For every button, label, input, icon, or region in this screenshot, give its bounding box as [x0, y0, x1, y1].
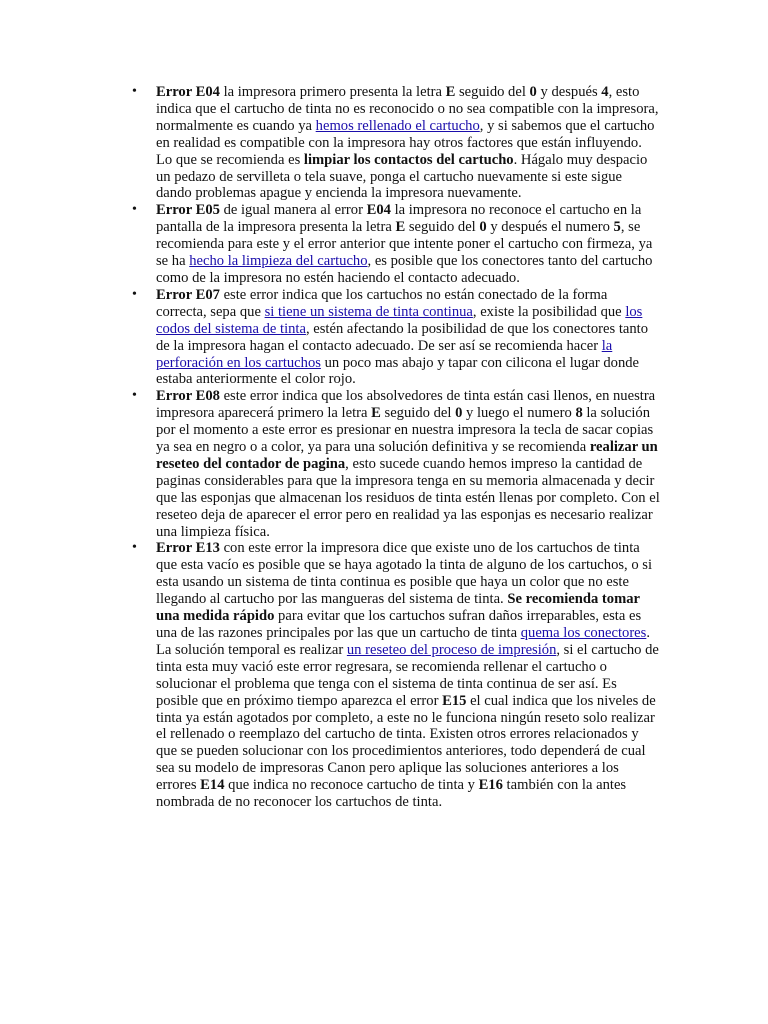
inline-link[interactable]: hecho la limpieza del cartucho: [189, 253, 368, 270]
bold-text: Error E13: [156, 540, 220, 557]
body-text: , esto sucede cuando hemos impreso la cantidad de paginas considerables para que la impresora tenga en su memoria almacenada y decir que las esponjas que almacenan los residuos de tinta estén llenas por completo. Con el reseteo deja de aparecer el error pero en realidad ya las esponjas es necesario realizar una limpieza física.: [156, 455, 660, 540]
body-text: la impresora primero presenta la letra: [219, 84, 446, 100]
bold-text: E: [395, 219, 406, 236]
bold-text: 0: [529, 84, 537, 100]
body-text: , esto indica que el cartucho de tinta no es reconocido o no sea compatible con la impresora, normalmente es cuando ya: [156, 84, 659, 134]
bold-text: Error E05: [156, 202, 220, 219]
bold-text: E04: [366, 202, 391, 219]
body-text: , es posible que los conectores tanto del cartucho como de la impresora no estén haciendo el contacto adecuado.: [156, 253, 653, 286]
body-text: , si el cartucho de tinta esta muy vació este error regresara, se recomienda rellenar el cartucho o solucionar el problema que tenga con el sistema de tinta continua de ser así. Es posible que en próximo tiempo aparezca el error: [156, 641, 659, 709]
bold-text: 4: [601, 84, 609, 100]
body-text: seguido del: [455, 84, 530, 100]
bold-text: E: [445, 84, 456, 100]
bold-text: E14: [200, 777, 225, 794]
bold-text: E15: [442, 692, 467, 709]
body-text: que indica no reconoce cartucho de tinta y: [224, 777, 479, 794]
body-text: seguido del: [405, 219, 480, 236]
inline-link[interactable]: un reseteo del proceso de impresión: [346, 641, 557, 658]
error-list-item: [156, 84, 660, 202]
body-text: la impresora no reconoce el cartucho en la pantalla de la impresora presenta la letra: [156, 202, 642, 236]
body-text: . Hágalo muy despacio un pedazo de servilleta o tela suave, ponga el cartucho nuevamente si este sigue dando problemas apague y encienda la impresora nuevamente.: [156, 151, 648, 202]
body-text: y luego el numero: [462, 405, 576, 422]
bold-text: 0: [479, 219, 487, 236]
body-text: con este error la impresora dice que existe uno de los cartuchos de tinta que esta vacío es posible que se haya agotado la tinta de alguno de los cartuchos, o si esta usando un sistema de tinta continua es posible que haya un color que no este llegando al cartucho por las mangueras del sistema de tinta.: [156, 540, 653, 608]
body-text: también con la antes nombrada de no reconocer los cartuchos de tinta.: [156, 777, 627, 811]
error-code-list: [156, 84, 660, 811]
body-text: , existe la posibilidad que: [472, 303, 626, 320]
bold-text: 0: [455, 405, 463, 422]
body-text: este error indica que los absolvedores de tinta están casi llenos, en nuestra impresora aparecerá primero la letra: [156, 388, 656, 422]
bold-text: E: [371, 405, 381, 422]
bold-text: E16: [478, 777, 503, 794]
bold-text: Error E07: [156, 286, 220, 303]
body-text: para evitar que los cartuchos sufran daños irreparables, esta es una de las razones principales por las que un cartucho de tinta: [156, 608, 642, 641]
body-text: y después el numero: [486, 219, 614, 236]
inline-link[interactable]: hemos rellenado el cartucho: [315, 117, 480, 134]
bold-text: limpiar los contactos del cartucho: [303, 151, 514, 168]
inline-link[interactable]: si tiene un sistema de tinta continua: [264, 303, 473, 320]
body-text: un poco mas abajo y tapar con cilicona el lugar donde estaba anteriormente el color rojo.: [156, 354, 640, 388]
inline-link[interactable]: quema los conectores: [520, 625, 647, 641]
body-text: , y si sabemos que el cartucho en realidad es compatible con la impresora hay otros factores que están influyendo. Lo que se recomienda es: [156, 117, 655, 168]
error-list-item: [156, 202, 660, 287]
inline-link[interactable]: la perforación en los cartuchos: [156, 337, 613, 371]
error-list-item: [156, 540, 660, 811]
bold-text: realizar un reseteo del contador de pagina: [156, 439, 658, 472]
error-list-item: [156, 388, 660, 540]
body-text: , se recomienda para este y el error anterior que intente poner el cartucho con firmeza, ya se ha: [156, 219, 653, 270]
body-text: el cual indica que los niveles de tinta ya están agotados por completo, a este no le funciona ningún reseto solo realizar el rellenado o reemplazo del cartucho de tinta. Existen otros errores relacionados y que se pueden solucionar con los procedimientos anteriores, todo dependerá de cual sea su modelo de impresoras Canon pero aplique las soluciones anteriores a los errores: [156, 692, 656, 794]
bold-text: Se recomienda tomar una medida rápido: [156, 591, 640, 625]
inline-link[interactable]: los codos del sistema de tinta: [156, 303, 643, 337]
bold-text: Error E04: [156, 84, 220, 100]
bold-text: Error E08: [156, 388, 220, 405]
bold-text: 8: [575, 405, 583, 422]
body-text: . La solución temporal es realizar: [156, 625, 650, 658]
body-text: y después: [536, 84, 602, 100]
bold-text: 5: [613, 219, 621, 236]
body-text: la solución por el momento a este error es presionar en nuestra impresora la tecla de sacar copias ya sea en negro o a color, ya para una solución definitiva y se recomienda: [156, 405, 654, 456]
body-text: de igual manera al error: [219, 202, 367, 219]
body-text: este error indica que los cartuchos no están conectado de la forma correcta, sepa que: [156, 286, 608, 320]
error-list-item: [156, 287, 660, 388]
body-text: , estén afectando la posibilidad de que los conectores tanto de la impresora hagan el contacto adecuado. De ser así se recomienda hacer: [156, 320, 648, 354]
body-text: seguido del: [380, 405, 456, 422]
